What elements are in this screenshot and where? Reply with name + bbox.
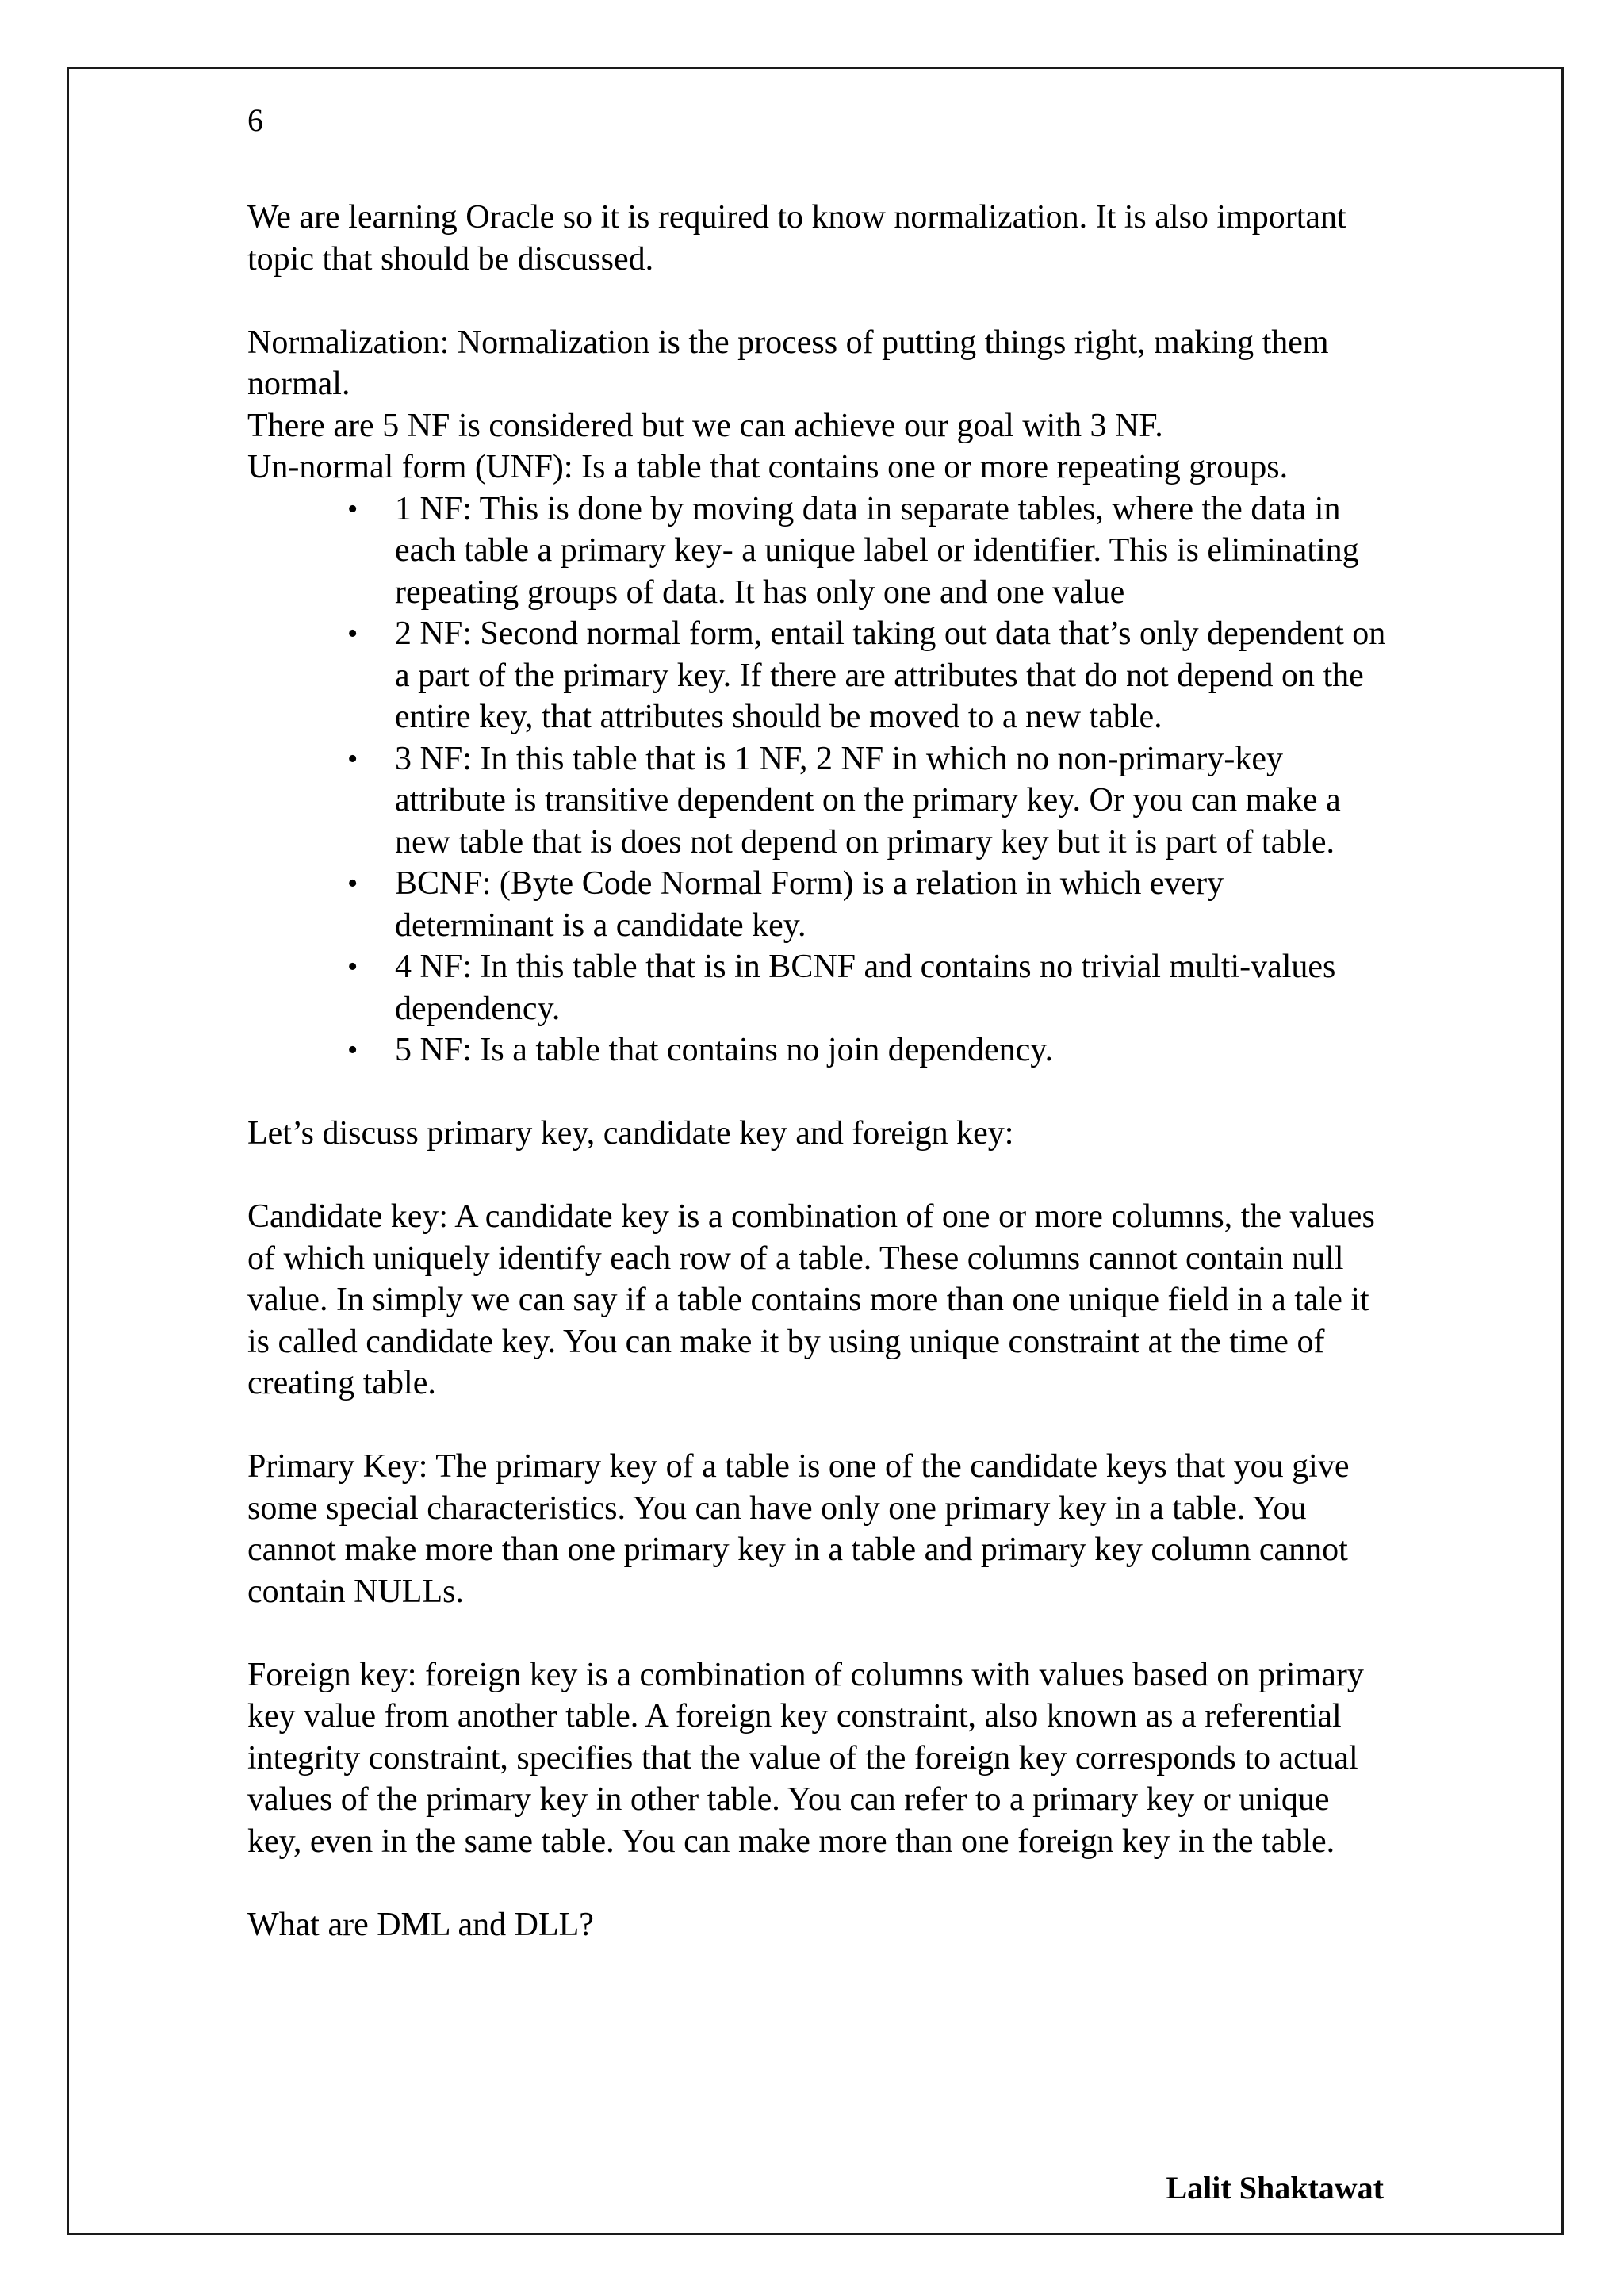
page-number: 6 xyxy=(247,102,263,138)
normalization-definition: Normalization: Normalization is the process of putting things right, making them normal. xyxy=(247,324,1329,402)
list-item xyxy=(347,1029,1389,1071)
nf-count-note: There are 5 NF is considered but we can achieve our goal with 3 NF. xyxy=(247,407,1163,444)
paragraph-gap xyxy=(247,1862,1389,1904)
list-item-text: 2 NF: Second normal form, entail taking out data that’s only dependent on a part of the primary key. If there are attributes that do not depend on the entire key, that attributes should be moved to a new table. xyxy=(395,615,1386,735)
list-item xyxy=(347,489,1389,614)
list-item-text: 3 NF: In this table that is 1 NF, 2 NF in which no non-primary-key attribute is transitive dependent on the primary key. Or you can make a new table that is does not depend on primary key but it is part of table. xyxy=(395,740,1341,861)
keys-intro: Let’s discuss primary key, candidate key and foreign key: xyxy=(247,1115,1014,1152)
list-item xyxy=(347,863,1389,946)
normal-forms-list xyxy=(247,489,1389,1071)
list-item xyxy=(347,946,1389,1029)
paragraph-gap xyxy=(247,1405,1389,1447)
bullet-icon: • xyxy=(347,492,358,526)
list-item-text: 5 NF: Is a table that contains no join dependency. xyxy=(395,1032,1054,1068)
list-item xyxy=(347,738,1389,864)
primary-key-paragraph: Primary Key: The primary key of a table is one of the candidate keys that you give some special characteristics. You can have only one primary key in a table. You cannot make more than one primary key in a table and primary key column cannot contain NULLs. xyxy=(247,1448,1350,1610)
intro-paragraph: We are learning Oracle so it is required to know normalization. It is also important topic that should be discussed. xyxy=(247,199,1346,278)
bullet-icon: • xyxy=(347,617,358,650)
list-item-text: 1 NF: This is done by moving data in separate tables, where the data in each table a primary key- a unique label or identifier. This is eliminating repeating groups of data. It has only one and one value xyxy=(395,490,1359,611)
paragraph-gap xyxy=(247,1071,1389,1114)
paragraph-gap xyxy=(247,280,1389,322)
unf-definition: Un-normal form (UNF): Is a table that contains one or more repeating groups. xyxy=(247,449,1289,485)
candidate-key-paragraph: Candidate key: A candidate key is a combination of one or more columns, the values of which uniquely identify each row of a table. These columns cannot contain null value. In simply we can say if a table contains more than one unique field in a tale it is called candidate key. You can make it by using unique constraint at the time of creating table. xyxy=(247,1198,1375,1401)
document-body xyxy=(247,197,1389,1945)
list-item xyxy=(347,613,1389,738)
paragraph-gap xyxy=(247,1612,1389,1654)
author-signature: Lalit Shaktawat xyxy=(1166,2170,1384,2206)
list-item-text: 4 NF: In this table that is in BCNF and contains no trivial multi-values dependency. xyxy=(395,949,1336,1027)
foreign-key-paragraph: Foreign key: foreign key is a combination of columns with values based on primary key value from another table. A foreign key constraint, also known as a referential integrity constraint, specifies that the value of the foreign key corresponds to actual values of the primary key in other table. You can refer to a primary key or unique key, even in the same table. You can make more than one foreign key in the table. xyxy=(247,1656,1364,1860)
bullet-icon: • xyxy=(347,950,358,983)
paragraph-gap xyxy=(247,1155,1389,1197)
bullet-icon: • xyxy=(347,867,358,900)
closing-question: What are DML and DLL? xyxy=(247,1906,594,1943)
bullet-icon: • xyxy=(347,742,358,776)
list-item-text: BCNF: (Byte Code Normal Form) is a relation in which every determinant is a candidate key. xyxy=(395,865,1224,944)
bullet-icon: • xyxy=(347,1033,358,1067)
